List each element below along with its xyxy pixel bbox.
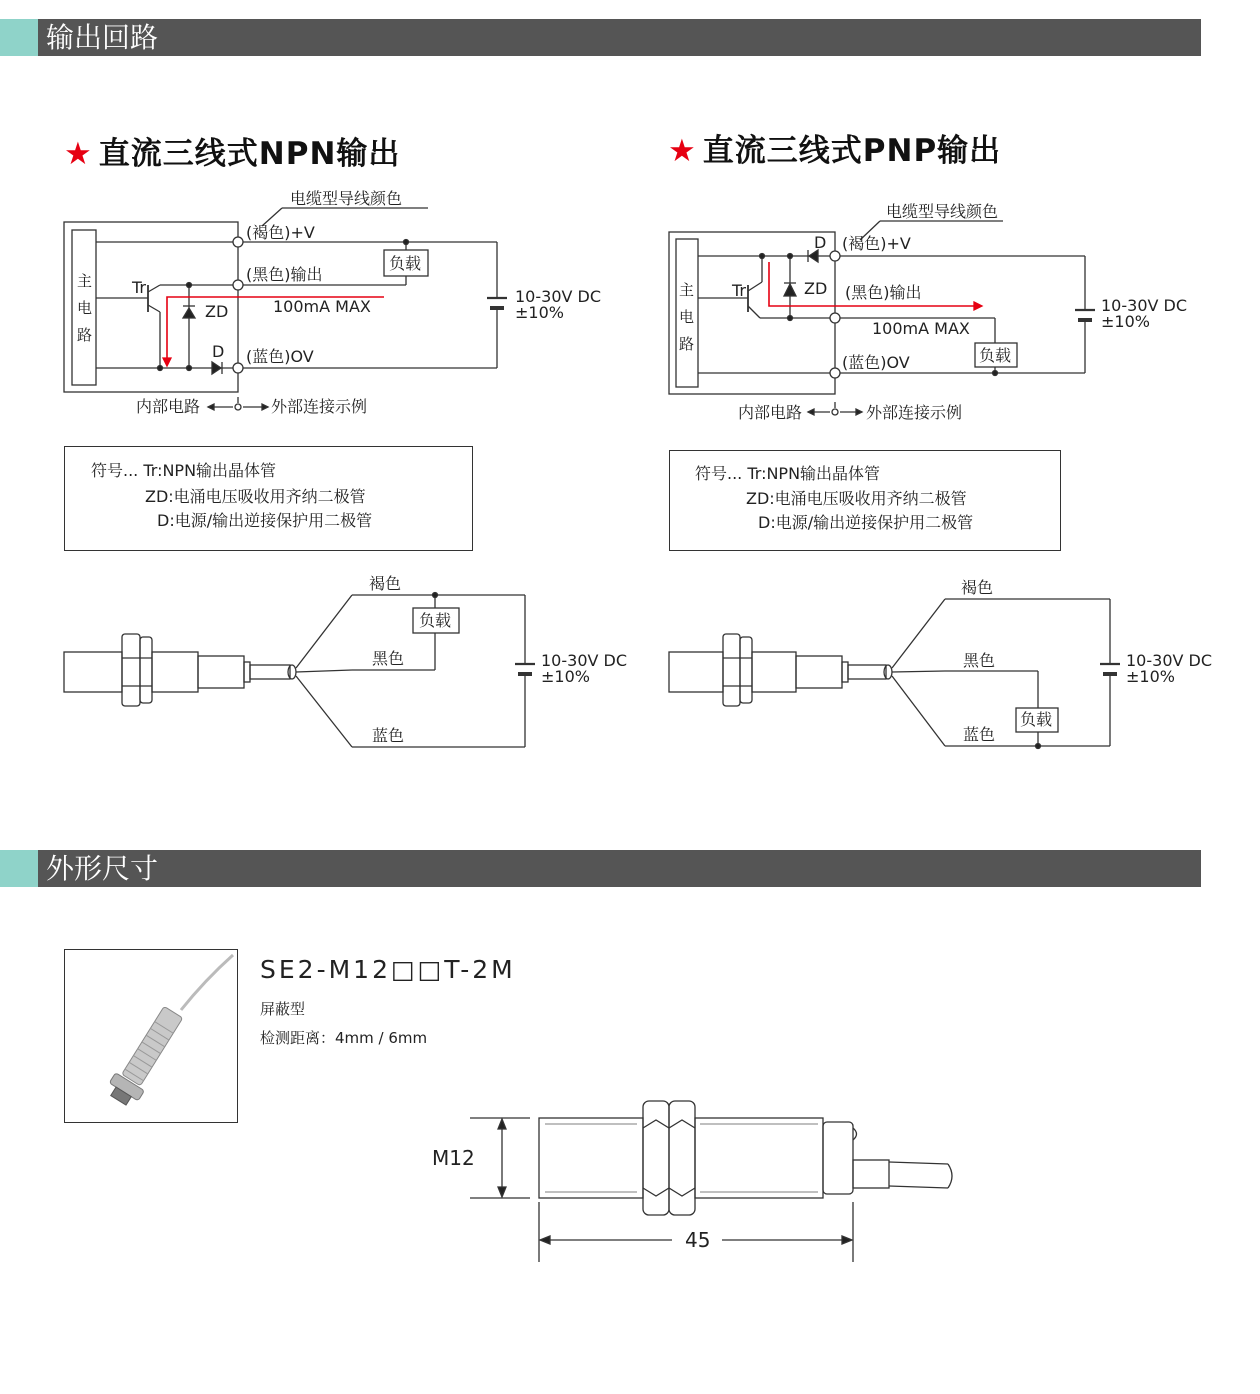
pnp-main-1: 主 [679,281,695,299]
pnp-wire-black: 黑色 [963,651,996,670]
pnp-tolerance-label: ±10% [1101,312,1150,331]
dimension-drawing [470,1101,952,1262]
pnp-wire-blue: 蓝色 [963,725,996,744]
npn-internal-label: 内部电路 [136,397,201,416]
pnp-terminal-v [830,251,840,261]
npn-legend-line-2: ZD:电涌电压吸收用齐纳二极管 [145,487,366,506]
npn-terminal-v [233,237,243,247]
npn-zener-diode [183,308,195,318]
pnp-wiring-load-label: 负载 [1020,710,1053,729]
star-icon: ★ [64,136,93,172]
pnp-d-label: D [814,233,827,252]
npn-tr-label: Tr [132,278,146,297]
pnp-title-text: 直流三线式PNP输出 [702,133,1002,169]
npn-black-out: (黑色)输出 [246,265,323,284]
npn-supply-label: 10-30V DC [515,287,602,306]
pnp-supply-label: 10-30V DC [1101,296,1188,315]
pnp-legend-line-2: ZD:电涌电压吸收用齐纳二极管 [746,489,967,508]
pnp-legend-line-1: 符号... Tr:NPN输出晶体管 [695,464,881,483]
npn-external-label: 外部连接示例 [271,397,368,416]
npn-sensor-body [64,652,122,692]
section-title-output: 输出回路 [46,21,159,54]
npn-legend [64,446,473,551]
dim-cable [948,1164,952,1188]
detection-distance: 检测距离：4mm / 6mm [260,1029,428,1047]
sensor-type: 屏蔽型 [260,1000,306,1018]
pnp-blue-0v: (蓝色)OV [842,353,910,372]
pnp-external-label: 外部连接示例 [866,403,963,422]
pnp-sensor-nut [723,634,740,706]
pnp-black-out: (黑色)输出 [845,283,922,302]
dim-thread-label: M12 [432,1146,475,1170]
npn-title-text: 直流三线式NPN输出 [98,136,401,172]
npn-legend-line-1: 符号... Tr:NPN输出晶体管 [91,461,277,480]
dim-sensor-front [539,1118,643,1198]
npn-diode [212,362,221,374]
pnp-sensor-body [669,652,723,692]
npn-sensor-nut [122,634,140,706]
npn-wiring [64,593,535,748]
pnp-main-3: 路 [679,335,695,353]
pnp-internal-label: 内部电路 [738,403,803,422]
npn-legend-line-3: D:电源/输出逆接保护用二极管 [157,511,373,530]
pnp-wiring [669,599,1120,749]
pnp-wire-brown: 褐色 [961,578,994,597]
pnp-main-2: 电 [679,308,695,326]
pnp-legend-line-3: D:电源/输出逆接保护用二极管 [758,513,974,532]
npn-wire-black: 黑色 [372,649,405,668]
section-title-dimensions: 外形尺寸 [46,852,159,885]
npn-wiring-supply: 10-30V DC [541,651,628,670]
npn-main-3: 路 [77,326,93,344]
pnp-brown-v: (褐色)+V [842,234,911,253]
dim-length-label: 45 [685,1228,711,1252]
dim-nut-2 [669,1101,695,1215]
dim-sensor-back [695,1118,823,1198]
npn-d-label: D [212,342,225,361]
pnp-zener-diode [784,284,796,296]
pnp-terminal-out [830,313,840,323]
product-photo [64,949,238,1123]
pnp-load-label: 负载 [979,346,1012,365]
npn-wiring-tolerance: ±10% [541,667,590,686]
pnp-cable-color-label: 电缆型导线颜色 [886,202,999,221]
npn-current-label: 100mA MAX [273,297,371,316]
npn-wire-brown: 褐色 [369,574,402,593]
pnp-wiring-supply: 10-30V DC [1126,651,1213,670]
npn-wire-blue: 蓝色 [372,726,405,745]
pnp-legend [669,450,1061,551]
pnp-tr-label: Tr [732,281,746,300]
npn-terminal-0v [233,363,243,373]
dim-cable-gland [823,1122,853,1194]
npn-zd-label: ZD [205,302,229,321]
npn-brown-v: (褐色)+V [246,223,315,242]
npn-main-1: 主 [77,272,93,290]
npn-terminal-out [233,280,243,290]
pnp-wiring-tolerance: ±10% [1126,667,1175,686]
npn-wiring-load-label: 负载 [419,611,452,630]
pnp-terminal-0v [830,368,840,378]
npn-load-label: 负载 [389,254,422,273]
star-icon: ★ [668,133,697,169]
pnp-zd-label: ZD [804,279,828,298]
npn-blue-0v: (蓝色)OV [246,347,314,366]
npn-cable-color-label: 电缆型导线颜色 [290,189,403,208]
dim-nut-1 [643,1101,669,1215]
npn-tolerance-label: ±10% [515,303,564,322]
pnp-current-label: 100mA MAX [872,319,970,338]
npn-main-2: 电 [77,299,93,317]
model-number: SE2-M12□□T-2M [260,955,516,984]
